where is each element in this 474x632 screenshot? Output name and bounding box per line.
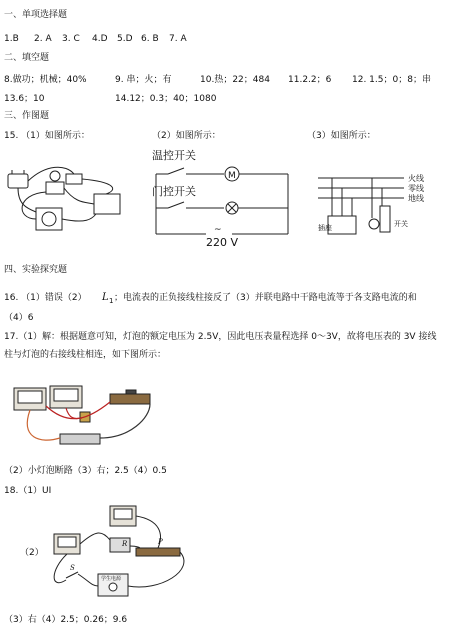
- section-heading: 二、填空题: [4, 53, 50, 63]
- question-text: （3）右（4）2.5；0.26；9.6: [4, 615, 128, 625]
- question-text: （4）6: [4, 313, 34, 323]
- answer-row: [0, 34, 474, 46]
- socket-label: 插座: [318, 224, 332, 232]
- question-text: ；电流表的正负接线柱接反了（3）并联电路中干路电流等于各支路电流的和: [114, 293, 417, 303]
- switch-label: 温控开关: [152, 149, 196, 162]
- power-supply-label: 学生电源: [101, 576, 122, 582]
- answer: 5.D: [117, 34, 133, 44]
- resistor-label: R: [122, 540, 128, 548]
- ac-symbol: ~: [214, 225, 222, 235]
- answer: 4.D: [92, 34, 108, 44]
- experiment-figure-18: [40, 500, 200, 604]
- question-text: （2）小灯泡断路（3）右；2.5（4）0.5: [4, 466, 167, 476]
- section-heading: 四、实验探究题: [4, 265, 68, 275]
- lamp-subscript: 1: [109, 297, 114, 305]
- question-text: （2）如图所示：: [152, 131, 221, 141]
- household-wiring-figure-3: [318, 170, 452, 250]
- switch-label: 开关: [394, 220, 408, 228]
- answer: 1.B: [4, 34, 19, 44]
- answer: 10.热；22；484: [200, 75, 270, 85]
- question-text: （2）: [20, 548, 44, 558]
- answer: 13.6；10: [4, 94, 45, 104]
- question-text: 17.（1）解：根据题意可知，灯泡的额定电压为 2.5V，因此电压表量程选择 0～3V，故将电压表的 3V 接线: [4, 332, 437, 342]
- answer: 2. A: [34, 34, 52, 44]
- answer: 11.2.2；6: [288, 75, 332, 85]
- experiment-figure-17: [10, 378, 160, 456]
- wire-label: 地线: [408, 194, 424, 203]
- answer-row: [0, 75, 474, 87]
- question-text: （3）如图所示：: [307, 131, 376, 141]
- circuit-sketch-figure-1: [6, 164, 138, 246]
- answer: 14.12；0.3；40；1080: [115, 94, 217, 104]
- answer-row: [0, 94, 474, 106]
- switch-label: S: [70, 564, 75, 572]
- answer: 6. B: [141, 34, 159, 44]
- answer: 3. C: [62, 34, 80, 44]
- question-16: [0, 293, 474, 305]
- answer: 7. A: [169, 34, 187, 44]
- answer: 8.做功；机械；40%: [4, 75, 87, 85]
- question-text: 18.（1）UI: [4, 486, 52, 496]
- section-heading: 三、作图题: [4, 111, 50, 121]
- question-text: 16. （1）错误（2）: [4, 293, 87, 303]
- circuit-diagram-figure-2: [150, 146, 300, 248]
- lamp-symbol: L: [102, 292, 109, 303]
- motor-label: M: [228, 171, 236, 181]
- answer: 12. 1.5；0；8；串: [352, 75, 431, 85]
- slider-label: P: [158, 538, 163, 546]
- question-text: 15. （1）如图所示：: [4, 131, 90, 141]
- wire-label: 火线: [408, 174, 424, 183]
- switch-label: 门控开关: [152, 185, 196, 198]
- question-text: 柱与灯泡的右接线柱相连，如下图所示：: [4, 350, 167, 360]
- section-heading: 一、单项选择题: [4, 10, 68, 20]
- voltage-label: 220 V: [206, 236, 239, 249]
- wire-label: 零线: [408, 184, 424, 193]
- answer: 9. 串；火；有: [115, 75, 172, 85]
